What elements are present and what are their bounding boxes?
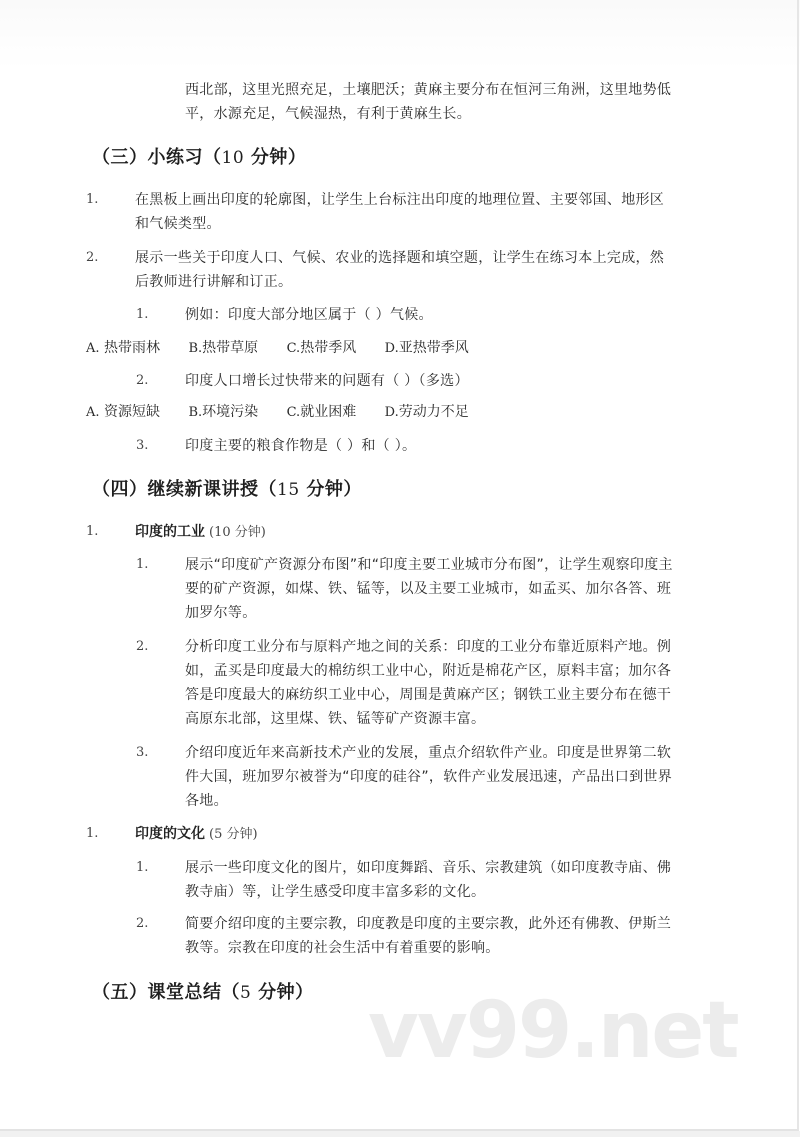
option-c: C.热带季风 — [286, 340, 357, 356]
heading-suffix: 分钟） — [251, 982, 314, 1003]
option-b: B.热带草原 — [188, 340, 259, 356]
question-number: 1. — [136, 307, 149, 322]
question-number: 3. — [136, 438, 149, 453]
section-heading-summary — [92, 979, 314, 1007]
text-line: 分析印度工业分布与原料产地之间的关系：印度的工业分布靠近原料产地。例 — [185, 639, 672, 655]
heading-prefix: （四）继续新课讲授（ — [92, 479, 277, 500]
text-line: 高原东北部，这里煤、铁、锰等矿产资源丰富。 — [185, 711, 486, 727]
subsection-duration: (10 分钟) — [209, 525, 266, 540]
text-line: 要的矿产资源，如煤、铁、锰等，以及主要工业城市，如孟买、加尔各答、班 — [185, 581, 672, 597]
option-b: B.环境污染 — [188, 404, 259, 420]
option-d: D.亚热带季风 — [384, 340, 469, 356]
option-a: A. 热带雨林 — [86, 340, 160, 356]
question-number: 2. — [136, 373, 149, 388]
list-number: 1. — [136, 557, 149, 572]
text-line: 加罗尔等。 — [185, 605, 257, 621]
heading-minutes: 15 — [277, 480, 300, 500]
list-number: 1. — [86, 826, 99, 841]
text-line: 西北部，这里光照充足，土壤肥沃；黄麻主要分布在恒河三角洲，这里地势低 — [185, 82, 672, 98]
subsection-duration: (5 分钟) — [209, 827, 258, 842]
list-number: 1. — [86, 192, 99, 207]
list-number: 3. — [136, 745, 149, 760]
list-number: 2. — [136, 639, 149, 654]
list-number: 1. — [86, 524, 99, 539]
section-heading-new-lesson — [92, 476, 362, 504]
text-line: 展示“印度矿产资源分布图”和“印度主要工业城市分布图”，让学生观察印度主 — [185, 557, 673, 573]
text-line: 答是印度最大的麻纺织工业中心，周围是黄麻产区；钢铁工业主要分布在德干 — [185, 687, 672, 703]
list-item — [185, 912, 671, 960]
subsection-heading-industry — [135, 520, 266, 545]
option-c: C.就业困难 — [286, 404, 357, 420]
option-a: A. 资源短缺 — [86, 404, 160, 420]
question-options — [86, 400, 493, 425]
text-line: 简要介绍印度的主要宗教，印度教是印度的主要宗教，此外还有佛教、伊斯兰 — [185, 916, 672, 932]
list-number: 2. — [86, 250, 99, 265]
heading-prefix: （五）课堂总结（ — [92, 982, 240, 1003]
question-text: 印度人口增长过快带来的问题有（ ）（多选） — [185, 373, 469, 389]
text-line: 展示一些关于印度人口、气候、农业的选择题和填空题，让学生在练习本上完成，然 — [135, 250, 665, 266]
text-line: 教等。宗教在印度的社会生活中有着重要的影响。 — [185, 940, 500, 956]
subsection-label: 印度的文化 — [135, 826, 205, 842]
list-item — [185, 741, 672, 813]
heading-minutes: 10 — [221, 148, 245, 168]
text-line: 各地。 — [185, 793, 228, 809]
heading-prefix: （三）小练习（ — [92, 147, 222, 168]
continuation-paragraph — [185, 78, 671, 126]
text-line: 介绍印度近年来高新技术产业的发展，重点介绍软件产业。印度是世界第二软 — [185, 745, 672, 761]
list-item — [135, 246, 664, 294]
heading-minutes: 5 — [240, 983, 252, 1003]
heading-suffix: 分钟） — [299, 479, 362, 500]
text-line: 教寺庙）等，让学生感受印度丰富多彩的文化。 — [185, 884, 486, 900]
subsection-label: 印度的工业 — [135, 524, 205, 540]
list-item — [185, 856, 671, 904]
list-item — [135, 188, 664, 236]
question-text: 印度主要的粮食作物是（ ）和（ ）。 — [185, 438, 417, 454]
list-number: 2. — [136, 916, 149, 931]
list-number: 1. — [136, 860, 149, 875]
watermark: vv99.net — [368, 986, 738, 1076]
text-line: 在黑板上画出印度的轮廓图，让学生上台标注出印度的地理位置、主要邻国、地形区 — [135, 192, 665, 208]
text-line: 展示一些印度文化的图片，如印度舞蹈、音乐、宗教建筑（如印度教寺庙、佛 — [185, 860, 672, 876]
subsection-heading-culture — [135, 822, 258, 847]
section-heading-practice — [92, 144, 306, 172]
question-text: 例如：印度大部分地区属于（ ）气候。 — [185, 307, 433, 323]
list-item — [185, 553, 673, 625]
option-d: D.劳动力不足 — [384, 404, 469, 420]
text-line: 如，孟买是印度最大的棉纺织工业中心，附近是棉花产区，原料丰富；加尔各 — [185, 663, 672, 679]
text-line: 平，水源充足，气候湿热，有利于黄麻生长。 — [185, 106, 471, 122]
question-options — [86, 336, 493, 361]
page-bottom-edge — [0, 1131, 800, 1137]
text-line: 件大国，班加罗尔被誉为“印度的硅谷”，软件产业发展迅速，产品出口到世界 — [185, 769, 673, 785]
list-item — [185, 635, 671, 731]
text-line: 和气候类型。 — [135, 216, 221, 232]
heading-suffix: 分钟） — [244, 147, 307, 168]
text-line: 后教师进行讲解和订正。 — [135, 274, 293, 290]
